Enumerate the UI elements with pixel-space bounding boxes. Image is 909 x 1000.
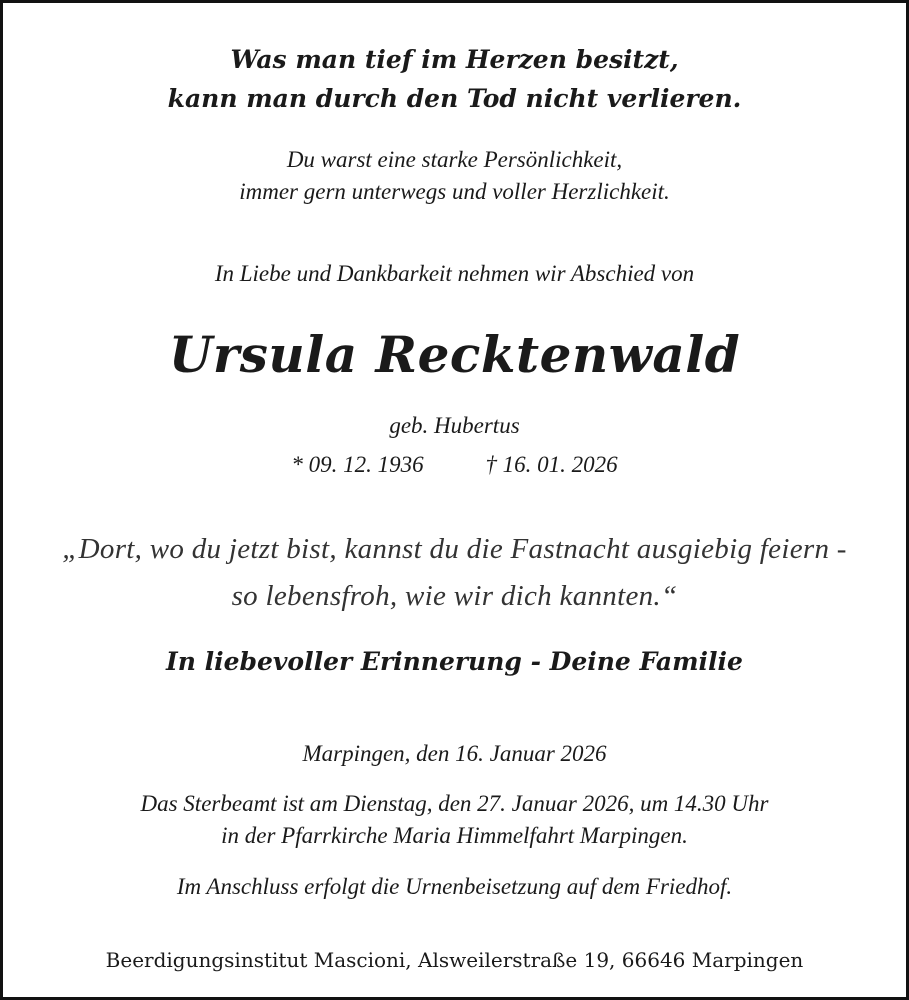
motto-line-2: kann man durch den Tod nicht verlieren.	[167, 84, 742, 113]
undertaker-info: Beerdigungsinstitut Mascioni, Alsweilerstraße 19, 66646 Marpingen	[105, 948, 804, 972]
farewell-intro: In Liebe und Dankbarkeit nehmen wir Abschied von	[214, 261, 695, 286]
death-date: † 16. 01. 2026	[485, 452, 618, 477]
tribute-line-1: Du warst eine starke Persönlichkeit,	[286, 147, 623, 172]
tribute-line-2: immer gern unterwegs und voller Herzlichkeit.	[239, 179, 670, 204]
birth-date: * 09. 12. 1936	[291, 452, 424, 477]
burial-info: Im Anschluss erfolgt die Urnenbeisetzung auf dem Friedhof.	[176, 874, 733, 899]
family-signature: In liebevoller Erinnerung - Deine Familie	[166, 647, 743, 676]
quote-line-2: so lebensfroh, wie wir dich kannten.“	[231, 580, 678, 612]
life-dates	[3, 452, 906, 478]
place-date: Marpingen, den 16. Januar 2026	[302, 741, 607, 766]
deceased-name: Ursula Recktenwald	[168, 325, 741, 384]
service-line-2: in der Pfarrkirche Maria Himmelfahrt Marpingen.	[221, 823, 688, 848]
motto-line-1: Was man tief im Herzen besitzt,	[230, 45, 679, 74]
service-line-1: Das Sterbeamt ist am Dienstag, den 27. Januar 2026, um 14.30 Uhr	[140, 791, 769, 816]
maiden-name: geb. Hubertus	[389, 413, 520, 438]
quote-line-1: „Dort, wo du jetzt bist, kannst du die Fastnacht ausgiebig feiern -	[62, 533, 847, 565]
